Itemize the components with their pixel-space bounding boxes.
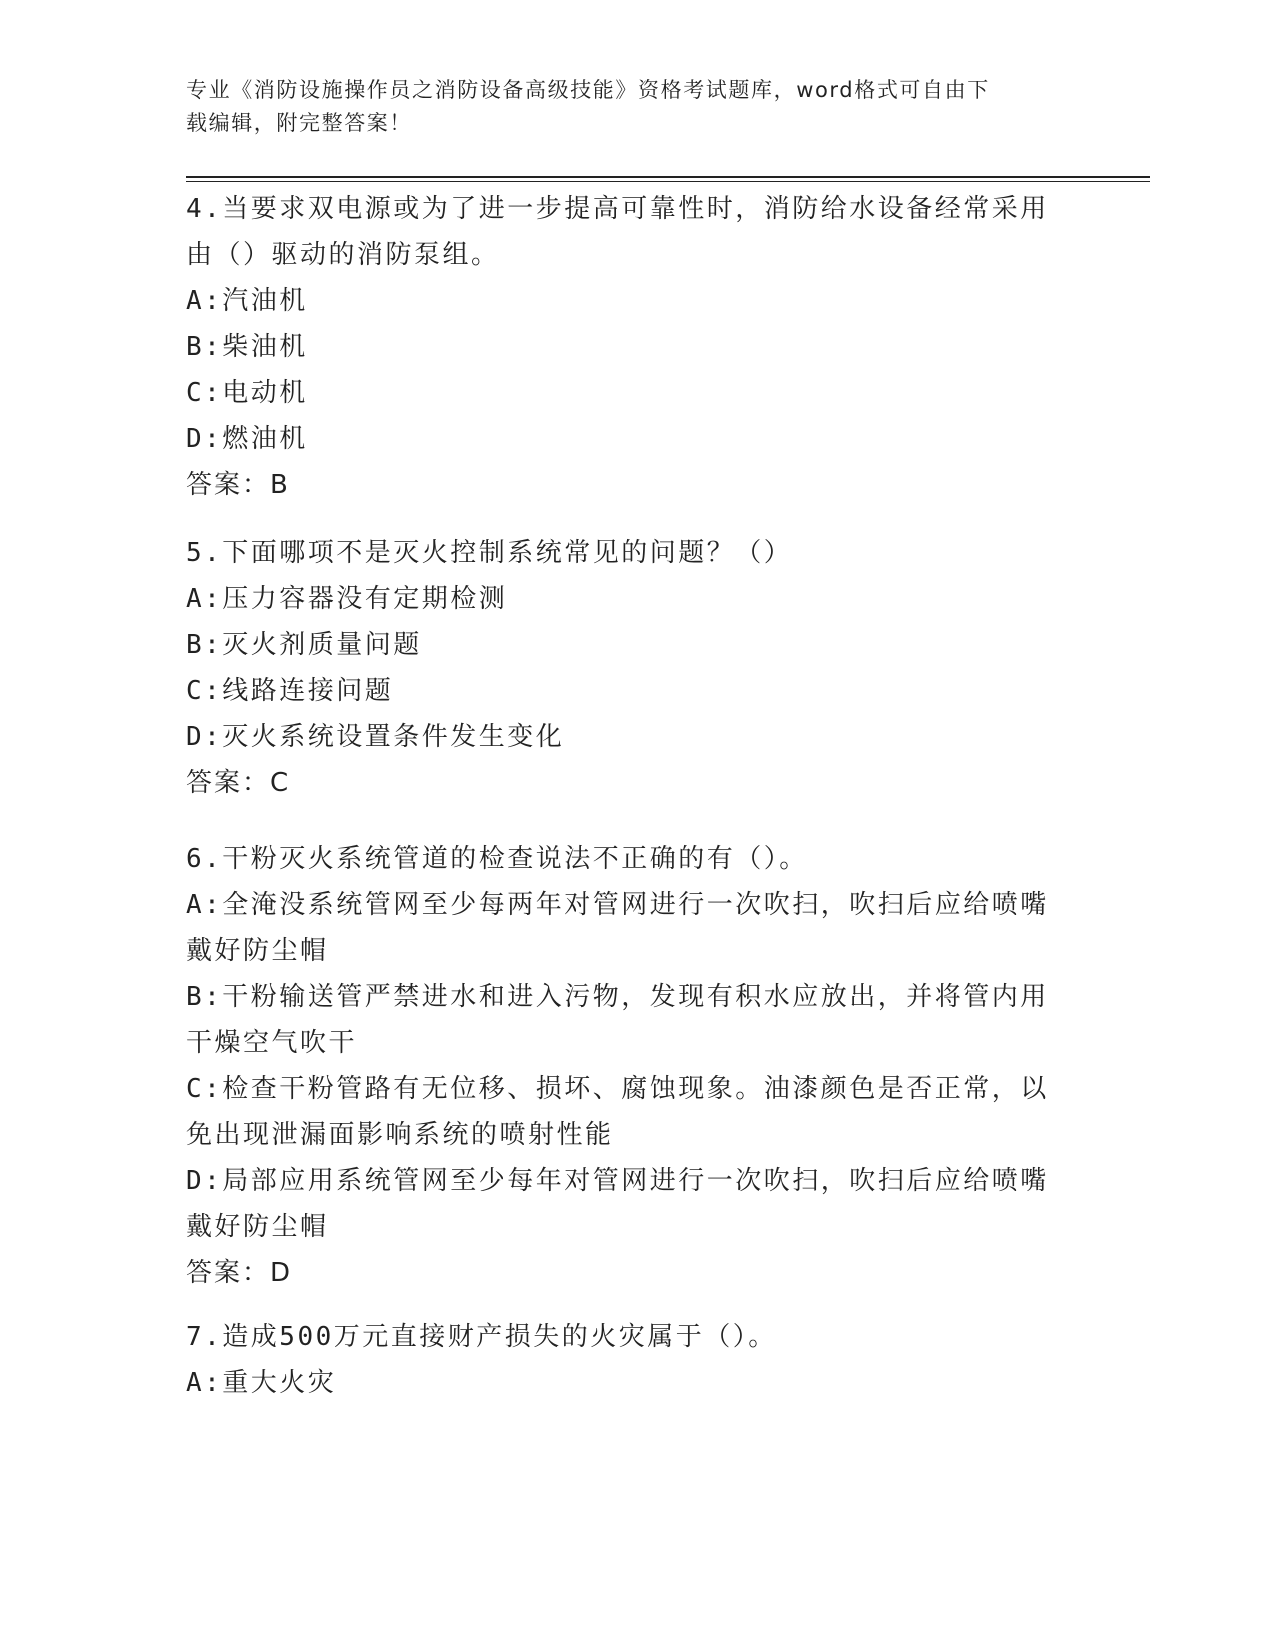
option-b: B:灭火剂质量问题 (186, 630, 422, 660)
question-7 (186, 1314, 1086, 1406)
option-c-continued: 免出现泄漏面影响系统的喷射性能 (186, 1120, 614, 1150)
option-d-continued: 戴好防尘帽 (186, 1212, 329, 1242)
answer-label: 答案：B (186, 470, 290, 500)
option-a-continued: 戴好防尘帽 (186, 936, 329, 966)
header-line-1: 专业《消防设施操作员之消防设备高级技能》资格考试题库，word格式可自由下 (186, 78, 990, 102)
option-c: C:线路连接问题 (186, 676, 394, 706)
question-4 (186, 186, 1086, 508)
header-line-2: 载编辑，附完整答案！ (186, 111, 412, 135)
option-c: C:电动机 (186, 378, 308, 408)
option-b-continued: 干燥空气吹干 (186, 1028, 358, 1058)
option-b: B:干粉输送管严禁进水和进入污物，发现有积水应放出，并将管内用 (186, 982, 1049, 1012)
option-c: C:检查干粉管路有无位移、损坏、腐蚀现象。油漆颜色是否正常，以 (186, 1074, 1049, 1104)
option-a: A:汽油机 (186, 286, 308, 316)
option-a: A:全淹没系统管网至少每两年对管网进行一次吹扫，吹扫后应给喷嘴 (186, 890, 1049, 920)
option-b: B:柴油机 (186, 332, 308, 362)
option-a: A:压力容器没有定期检测 (186, 584, 508, 614)
header-divider-thin (186, 181, 1150, 182)
header-divider-thick (186, 176, 1150, 178)
document-header (186, 74, 1066, 140)
question-stem-line: 5.下面哪项不是灭火控制系统常见的问题？（） (186, 538, 793, 568)
answer-label: 答案：C (186, 768, 291, 798)
option-d: D:局部应用系统管网至少每年对管网进行一次吹扫，吹扫后应给喷嘴 (186, 1166, 1049, 1196)
question-6 (186, 836, 1086, 1296)
question-stem-line: 4.当要求双电源或为了进一步提高可靠性时，消防给水设备经常采用 (186, 194, 1049, 224)
question-stem-line: 由（）驱动的消防泵组。 (186, 240, 500, 270)
question-stem-line: 7.造成500万元直接财产损失的火灾属于（）。 (186, 1322, 777, 1352)
option-d: D:灭火系统设置条件发生变化 (186, 722, 565, 752)
option-a: A:重大火灾 (186, 1368, 337, 1398)
answer-label: 答案：D (186, 1258, 293, 1288)
question-stem-line: 6.干粉灭火系统管道的检查说法不正确的有（）。 (186, 844, 808, 874)
option-d: D:燃油机 (186, 424, 308, 454)
question-5 (186, 530, 1086, 806)
